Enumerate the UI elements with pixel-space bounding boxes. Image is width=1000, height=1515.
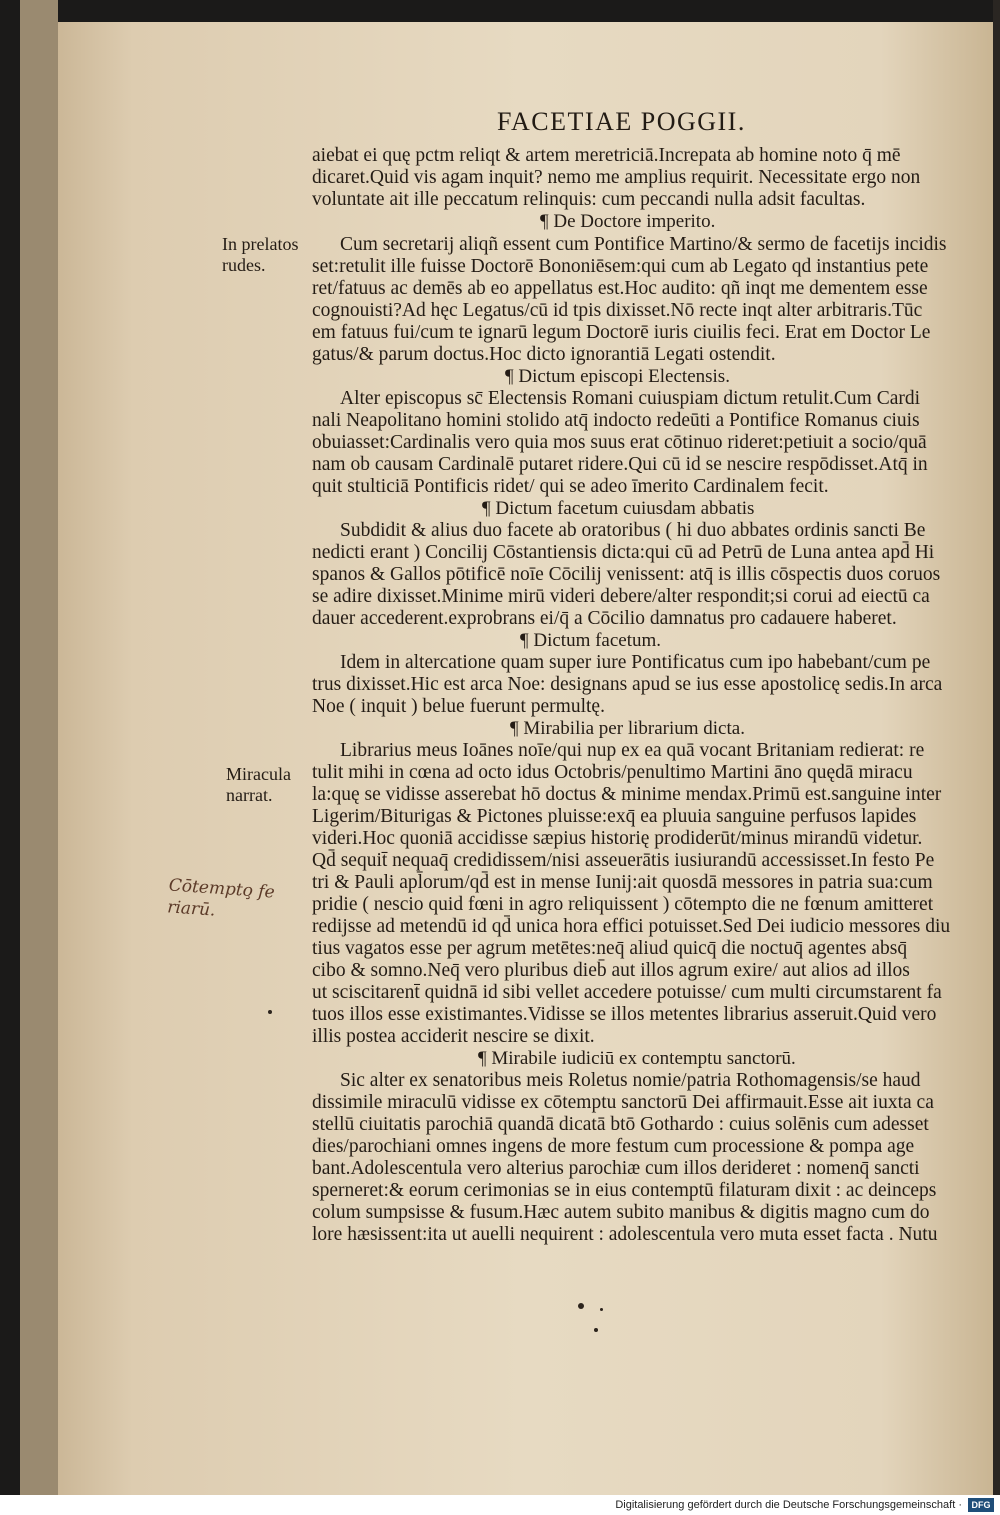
ink-spot xyxy=(600,1308,603,1311)
text-line: obuiasset:Cardinalis vero quia mos suus erat cōtinuo rideret:petiuit a socio/quā xyxy=(312,432,927,453)
text-line: tri & Pauli apl̄orum/qd̄ est in mense Iunij:ait quosdā messores in patria sua:cum xyxy=(312,872,933,893)
text-line: tuos illos esse existimantes.Vidisse se illos metentes librarius asseruit.Quid vero xyxy=(312,1004,937,1025)
text-line: ret/fatuus ac demēs ab eo appellatus est.Hoc audito: qñ inqt me dementem esse xyxy=(312,278,928,299)
text-line: colum sumpsisse & fusum.Hæc autem subito manibus & digitis magno cum do xyxy=(312,1202,930,1223)
section-heading: ¶ De Doctore imperito. xyxy=(540,211,716,232)
ink-spot xyxy=(578,1303,584,1309)
running-header: FACETIAE POGGII. xyxy=(497,107,746,136)
section-heading: ¶ Mirabile iudiciū ex contemptu sanctorū. xyxy=(478,1048,796,1069)
text-line: Librarius meus Ioānes noīe/qui nup ex ea quā vocant Britaniam redierat: re xyxy=(340,740,925,761)
text-line: redijsse ad metendū id qd̄ unica hora effici potuisset.Sed Dei iudicio messores diu xyxy=(312,916,951,937)
section-heading: ¶ Dictum facetum. xyxy=(520,630,662,651)
text-line: Idem in altercatione quam super iure Pontificatus cum ipo habebant/cum pe xyxy=(340,652,931,673)
section-heading: ¶ Mirabilia per librarium dicta. xyxy=(510,718,745,739)
text-line: tulit mihi in cœna ad octo idus Octobris/penultimo Martini āno quędā miracu xyxy=(312,762,913,783)
handwritten-annotation: Cōtempto̧ fe riarū. xyxy=(166,875,276,921)
marginal-note: In prelatos rudes. xyxy=(222,234,299,275)
text-line: lore hæsissent:ita ut auelli nequirent : adolescentula vero muta esset facta . Nutu xyxy=(312,1224,938,1245)
text-line: Noe ( inquit ) belue fuerunt permultę. xyxy=(312,696,605,717)
text-line: pridie ( nescio quid fœni in agro reliquissent ) cōtempto die ne fœnum amitteret xyxy=(312,894,934,915)
book-edge xyxy=(993,0,1000,1495)
text-line: dauer accederent.exprobrans ei/q̄ a Cōcilio damnatus pro cadauere haberet. xyxy=(312,608,897,629)
text-line: Ligerim/Biturigas & Pictones pluisse:exq̄ ea pluuia sanguine perfusos lapides xyxy=(312,806,917,827)
text-line: se adire dixisset.Minime mirū videri debere/alter respondit;si corui ad eiectū ca xyxy=(312,586,930,607)
text-line: stellū ciuitatis parochiā quandā dicatā btō Gothardo : cuius solēnis cum adesset xyxy=(312,1114,929,1135)
text-line: ut sciscitarent̄ quidnā id sibi vellet accedere potuisse/ cum multi circumstarent fa xyxy=(312,982,942,1003)
text-line: dies/parochiani omnes ingens de more festum cum processione & pompa age xyxy=(312,1136,915,1157)
text-line: cibo & somno.Neq̄ vero pluribus dieb̄ aut illos agrum exire/ aut alios ad illos xyxy=(312,960,910,981)
text-line: nedicti erant ) Concilij Cōstantiensis dicta:qui cū ad Petrū de Luna antea apd̄ Hi xyxy=(312,542,935,563)
text-line: voluntate ait ille peccatum relinquis: cum peccandi nulla adsit facultas. xyxy=(312,189,866,210)
text-line: illis postea acciderit nescire se dixit. xyxy=(312,1026,595,1047)
text-line: quit stulticiā Pontificis ridet/ qui se adeo īmerito Cardinalem fecit. xyxy=(312,476,829,497)
ink-spot xyxy=(268,1010,272,1014)
marginal-note: Miracula narrat. xyxy=(226,764,291,805)
text-line: set:retulit ille fuisse Doctorē Bononiēsem:qui cum ab Legato qd instantius pete xyxy=(312,256,929,277)
text-line: bant.Adolescentula vero alterius parochiæ cum illos derideret : nomenq̄ sancti xyxy=(312,1158,920,1179)
footer-bar xyxy=(0,1495,1000,1515)
footer-credit: Digitalisierung gefördert durch die Deutsche Forschungsgemeinschaft · xyxy=(615,1499,962,1511)
text-line: spanos & Gallos pōtificē noīe Cōcilij venissent: atq̄ is illis cōspectis duos coruos xyxy=(312,564,941,585)
text-line: sperneret:& eorum cerimonias se in eius contemptū filaturam dixit : ac deinceps xyxy=(312,1180,937,1201)
text-line: em fatuus fui/cum te ignarū legum Doctorē iuris ciuilis feci. Erat em Doctor Le xyxy=(312,322,931,343)
text-line: Cum secretarij aliqñ essent cum Pontifice Martino/& sermo de facetijs incidis xyxy=(340,234,947,255)
text-line: nali Neapolitano homini stolido atq̄ indocto redeūti a Pontifice Romanus ciuis xyxy=(312,410,920,431)
text-line: tius vagatos esse per agrum metētes:neq̄ aliud quicq̄ die noctuq̄ agentes absq̄ xyxy=(312,938,908,959)
text-line: dicaret.Quid vis agam inquit? nemo me amplius requirit. Necessitate ergo non xyxy=(312,167,921,188)
book-gutter xyxy=(20,0,58,1495)
text-line: Sic alter ex senatoribus meis Roletus nomie/patria Rothomagensis/se haud xyxy=(340,1070,921,1091)
text-line: aiebat ei quę pctm reliqt & artem meretriciā.Increpata ab homine noto q̄ mē xyxy=(312,145,901,166)
text-line: Qd̄ sequit̄ nequaq̄ credidissem/nisi asseuerātis iusiurandū accessisset.In festo Pe xyxy=(312,850,935,871)
text-line: Alter episcopus sc̄ Electensis Romani cuiuspiam dictum retulit.Cum Cardi xyxy=(340,388,921,409)
text-line: dissimile miraculū vidisse ex cōtemptu sanctorū Dei affirmauit.Esse ait iuxta ca xyxy=(312,1092,934,1113)
text-line: nam ob causam Cardinalē putaret ridere.Qui cū id se nescire respōdisset.Atq̄ in xyxy=(312,454,928,475)
text-line: gatus/& parum doctus.Hoc dicto ignorantiā Legati ostendit. xyxy=(312,344,776,365)
section-heading: ¶ Dictum facetum cuiusdam abbatis xyxy=(482,498,755,519)
text-line: Subdidit & alius duo facete ab oratoribus ( hi duo abbates ordinis sancti Be xyxy=(340,520,926,541)
text-line: trus dixisset.Hic est arca Noe: designans apud se ius esse apostolicę sedis.In arca xyxy=(312,674,943,695)
ink-spot xyxy=(594,1328,598,1332)
text-line: la:quę se vidisse asserebat hō doctus & minime mendax.Primū est.sanguine inter xyxy=(312,784,942,805)
dfg-logo: DFG xyxy=(968,1498,994,1512)
text-line: videri.Hoc quoniā accidisse sæpius historię prodiderūt/minus mirandū videtur. xyxy=(312,828,923,849)
text-line: cognouisti?Ad hęc Legatus/cū id tpis dixisset.Nō recte inqt alter arbitraris.Tūc xyxy=(312,300,923,321)
section-heading: ¶ Dictum episcopi Electensis. xyxy=(505,366,730,387)
